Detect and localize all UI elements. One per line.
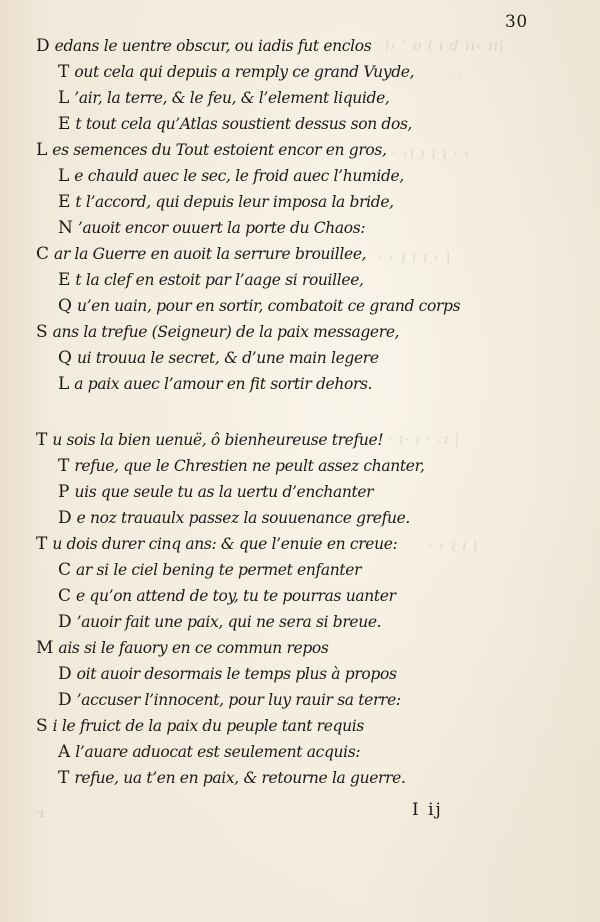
verse-line: [36, 319, 399, 345]
line-initial: P: [58, 482, 72, 502]
line-text: u sois la bien uenuë, ô bienheureuse trefue!: [52, 431, 384, 449]
line-text: es semences du Tout estoient encor en gros,: [52, 141, 387, 159]
line-text: a paix auec l’amour en fit sortir dehors.: [74, 375, 373, 393]
line-initial: D: [58, 664, 74, 684]
verse-line: [58, 609, 381, 635]
line-text: i le fruict de la paix du peuple tant requis: [52, 717, 364, 735]
line-text: ’auoit encor ouuert la porte du Chaos:: [77, 219, 366, 237]
line-initial: T: [36, 430, 50, 450]
line-initial: T: [58, 456, 72, 476]
line-text: ’auoir fait une paix, qui ne sera si breue.: [76, 613, 382, 631]
line-initial: E: [58, 192, 73, 212]
line-initial: D: [58, 508, 74, 528]
line-initial: D: [58, 612, 74, 632]
line-text: u dois durer cinq ans: & que l’enuie en creue:: [52, 535, 398, 553]
verse-line: [36, 713, 364, 739]
line-text: e qu’on attend de toy, tu te pourras uanter: [76, 587, 396, 605]
line-initial: E: [58, 270, 73, 290]
line-text: e noz trauaulx passez la souuenance grefue.: [76, 509, 411, 527]
verse-line: [58, 163, 404, 189]
line-initial: Q: [58, 296, 74, 316]
line-text: l’auare aduocat est seulement acquis:: [75, 743, 361, 761]
line-initial: N: [58, 218, 75, 238]
verse-line: [58, 453, 425, 479]
foot-mark: ·ı: [36, 806, 44, 820]
verse-line: [58, 293, 460, 319]
verse-line: [58, 687, 401, 713]
line-initial: T: [58, 768, 72, 788]
line-text: out cela qui depuis a remply ce grand Vuyde,: [74, 63, 415, 81]
show-through: · ·: [446, 68, 463, 84]
line-text: edans le uentre obscur, ou iadis fut enclos: [54, 37, 372, 55]
verse-line: [58, 59, 414, 85]
line-initial: C: [58, 560, 74, 580]
line-text: ’air, la terre, & le feu, & l’element liquide,: [74, 89, 390, 107]
verse-line: [58, 267, 364, 293]
line-initial: S: [36, 322, 50, 342]
line-initial: C: [58, 586, 74, 606]
verse-line: [36, 33, 371, 59]
line-text: e chauld auec le sec, le froid auec l’humide,: [74, 167, 404, 185]
verse-line: [58, 479, 373, 505]
verse-line: [58, 345, 379, 371]
show-through: · ‹ ı ı ı ‹ |: [378, 250, 452, 266]
verse-line: [36, 137, 387, 163]
verse-line: [36, 531, 397, 557]
show-through: · ı· ı · ‹ı |: [388, 432, 461, 448]
page-number: 30: [505, 12, 528, 32]
line-initial: D: [36, 36, 52, 56]
line-initial: L: [58, 374, 72, 394]
line-initial: D: [58, 690, 74, 710]
verse-line: [58, 371, 372, 397]
line-text: t tout cela qu’Atlas soustient dessus son dos,: [75, 115, 413, 133]
line-text: oit auoir desormais le temps plus à propos: [76, 665, 397, 683]
signature-mark: I ij: [412, 800, 443, 820]
line-text: ans la trefue (Seigneur) de la paix messagere,: [52, 323, 400, 341]
line-initial: M: [36, 638, 56, 658]
line-text: t la clef en estoit par l’aage si rouillee,: [75, 271, 364, 289]
verse-line: [58, 661, 397, 687]
verse-line: [36, 241, 366, 267]
verse-line: [58, 765, 406, 791]
line-text: ar la Guerre en auoit la serrure brouillee,: [54, 245, 367, 263]
line-initial: E: [58, 114, 73, 134]
line-initial: T: [36, 534, 50, 554]
verse-line: [58, 189, 394, 215]
verse-line: [58, 583, 396, 609]
line-initial: Q: [58, 348, 74, 368]
line-text: refue, que le Chrestien ne peult assez chanter,: [74, 457, 425, 475]
line-initial: L: [58, 88, 72, 108]
show-through: · ‹ ı ı |: [428, 538, 479, 554]
line-initial: L: [36, 140, 50, 160]
verse-line: [58, 557, 361, 583]
verse-line: [58, 85, 390, 111]
line-initial: C: [36, 244, 52, 264]
verse-line: [58, 739, 360, 765]
verse-line: [36, 635, 329, 661]
verse-line: [58, 505, 410, 531]
line-initial: S: [36, 716, 50, 736]
verse-line: [58, 215, 365, 241]
line-initial: T: [58, 62, 72, 82]
verse-line: [58, 111, 412, 137]
verse-line: [36, 427, 383, 453]
show-through: · ‹ı ı ı ı · ‹: [392, 146, 471, 162]
line-text: ’accuser l’innocent, pour luy rauir sa terre:: [76, 691, 401, 709]
line-initial: A: [58, 742, 73, 762]
line-initial: L: [58, 166, 72, 186]
line-text: u’en uain, pour en sortir, combatoit ce grand corps: [76, 297, 461, 315]
line-text: t l’accord, qui depuis leur imposa la bride,: [75, 193, 394, 211]
line-text: ui trouua le secret, & d’une main legere: [76, 349, 379, 367]
line-text: refue, ua t’en en paix, & retourne la guerre.: [74, 769, 406, 787]
line-text: ar si le ciel bening te permet enfanter: [76, 561, 362, 579]
line-text: ais si le fauory en ce commun repos: [58, 639, 329, 657]
line-text: uis que seule tu as la uertu d’enchanter: [74, 483, 374, 501]
show-through: l‹ ' o l ı d ıı‹ ıı|: [385, 38, 505, 54]
